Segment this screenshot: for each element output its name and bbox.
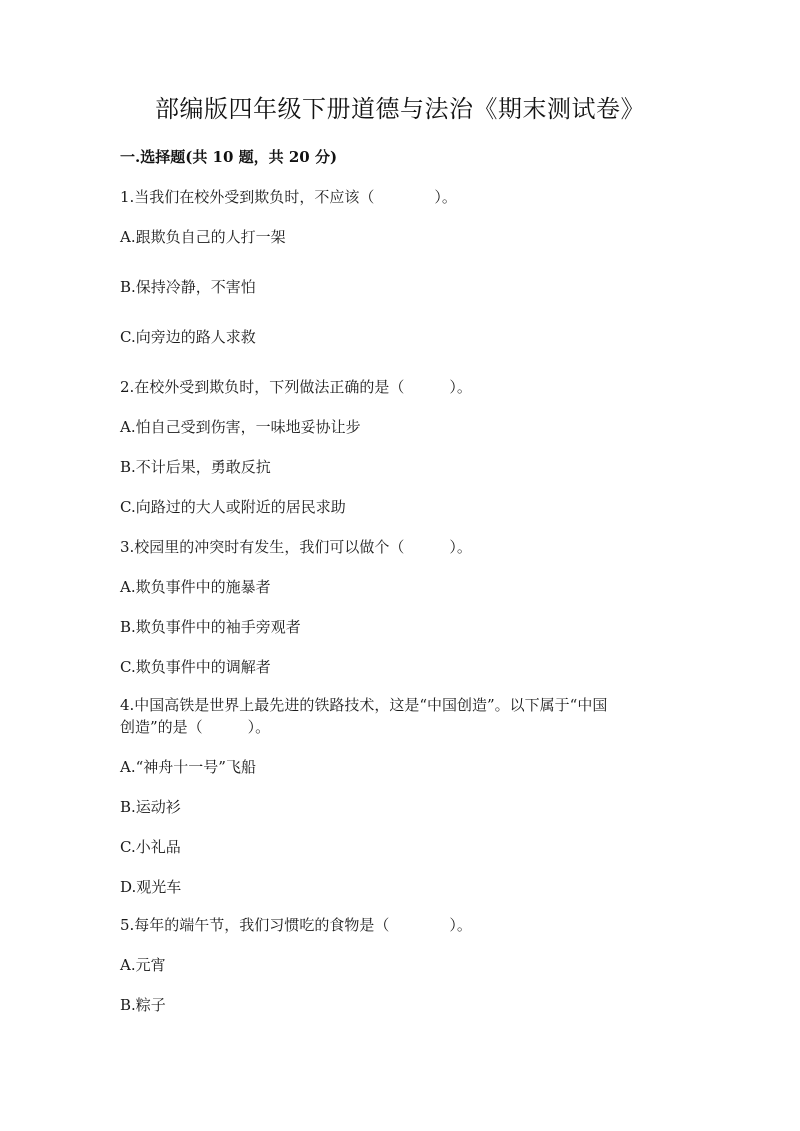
question-3-option-a: A.欺负事件中的施暴者 xyxy=(120,578,271,596)
section-heading: 一.选择题(共 10 题，共 20 分) xyxy=(120,148,338,166)
question-1-option-a: A.跟欺负自己的人打一架 xyxy=(120,228,286,246)
question-1-option-b: B.保持冷静，不害怕 xyxy=(120,278,256,296)
question-5-option-b: B.粽子 xyxy=(120,996,166,1014)
question-3-stem: 3.校园里的冲突时有发生，我们可以做个（ ）。 xyxy=(120,538,472,556)
question-2-option-a: A.怕自己受到伤害，一味地妥协让步 xyxy=(120,418,361,436)
question-5-stem: 5.每年的端午节，我们习惯吃的食物是（ ）。 xyxy=(120,916,472,934)
question-2-stem: 2.在校外受到欺负时，下列做法正确的是（ ）。 xyxy=(120,378,472,396)
question-4-stem-line-2: 创造”的是（ ）。 xyxy=(120,718,271,736)
question-4-option-b: B.运动衫 xyxy=(120,798,181,816)
question-2-option-b: B.不计后果，勇敢反抗 xyxy=(120,458,271,476)
question-1-option-c: C.向旁边的路人求救 xyxy=(120,328,256,346)
page-title: 部编版四年级下册道德与法治《期末测试卷》 xyxy=(155,95,645,123)
question-4-option-a: A.“神舟十一号”飞船 xyxy=(120,758,256,776)
question-4-stem-line-1: 4.中国高铁是世界上最先进的铁路技术，这是“中国创造”。以下属于“中国 xyxy=(120,696,608,714)
question-1-stem: 1.当我们在校外受到欺负时，不应该（ ）。 xyxy=(120,188,457,206)
question-2-option-c: C.向路过的大人或附近的居民求助 xyxy=(120,498,346,516)
question-3-option-b: B.欺负事件中的袖手旁观者 xyxy=(120,618,301,636)
question-4-option-d: D.观光车 xyxy=(120,878,182,896)
question-5-option-a: A.元宵 xyxy=(120,956,166,974)
question-4-option-c: C.小礼品 xyxy=(120,838,181,856)
question-3-option-c: C.欺负事件中的调解者 xyxy=(120,658,271,676)
